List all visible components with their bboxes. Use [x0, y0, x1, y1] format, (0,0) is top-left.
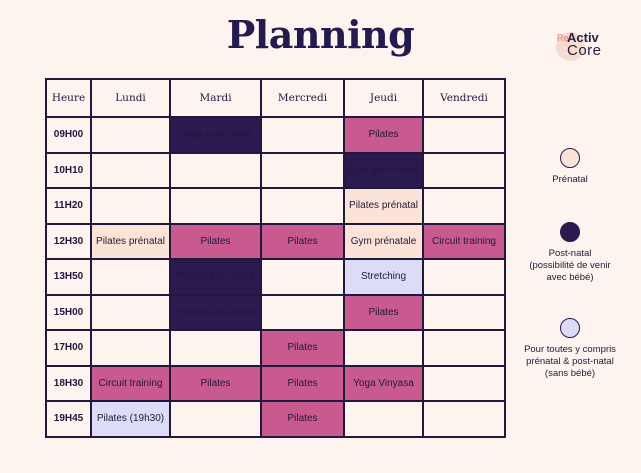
class-cell-friday: Circuit training [423, 224, 505, 260]
class-cell-thursday: Gym prénatale [344, 224, 423, 260]
logo-line2: Core [567, 42, 602, 59]
class-cell-friday [423, 259, 505, 295]
class-cell-thursday: Pilates prénatal [344, 188, 423, 224]
class-cell-friday [423, 295, 505, 331]
table-row [46, 330, 505, 366]
page-title: Planning [226, 12, 415, 57]
table-row [46, 188, 505, 224]
class-cell-tuesday [170, 188, 261, 224]
class-cell-tuesday [170, 330, 261, 366]
legend-label-all-3: (sans bébé) [544, 368, 596, 379]
class-cell-thursday [344, 330, 423, 366]
legend-label-postnatal-3: avec bébé) [546, 272, 594, 283]
class-cell-monday [91, 259, 170, 295]
class-cell-friday [423, 330, 505, 366]
column-header-friday: Vendredi [423, 79, 505, 117]
legend-label-all-2: prénatal & post-natal [526, 356, 614, 367]
hour-cell: 18H30 [46, 366, 91, 402]
table-row [46, 295, 505, 331]
hour-cell: 13H50 [46, 259, 91, 295]
class-cell-friday [423, 117, 505, 153]
class-cell-wednesday: Pilates [261, 330, 344, 366]
class-cell-thursday: Gym post-natale [344, 153, 423, 189]
class-cell-wednesday: Pilates [261, 366, 344, 402]
class-cell-wednesday [261, 295, 344, 331]
legend-postnatal [514, 222, 626, 284]
logo-line1: Activ [567, 30, 599, 45]
brand-logo [556, 30, 626, 64]
class-cell-friday [423, 366, 505, 402]
table-row [46, 259, 505, 295]
column-header-monday: Lundi [91, 79, 170, 117]
class-cell-wednesday [261, 117, 344, 153]
table-row [46, 117, 505, 153]
legend-prenatal [524, 148, 616, 186]
logo-prefix: Re [557, 33, 569, 43]
class-cell-monday [91, 117, 170, 153]
class-cell-tuesday: Yoga post-natal [170, 117, 261, 153]
legend-label-postnatal-2: (possibilité de venir [529, 260, 611, 271]
class-cell-tuesday: Pilates post-natal [170, 259, 261, 295]
class-cell-monday [91, 188, 170, 224]
table-row [46, 366, 505, 402]
class-cell-thursday: Pilates [344, 117, 423, 153]
hour-cell: 10H10 [46, 153, 91, 189]
class-cell-friday [423, 188, 505, 224]
hour-cell: 15H00 [46, 295, 91, 331]
legend-all [514, 318, 626, 380]
class-cell-tuesday: Pilates [170, 366, 261, 402]
class-cell-wednesday [261, 259, 344, 295]
legend-swatch-prenatal [560, 148, 580, 168]
table-row [46, 153, 505, 189]
column-header-wednesday: Mercredi [261, 79, 344, 117]
class-cell-thursday: Stretching [344, 259, 423, 295]
hour-cell: 11H20 [46, 188, 91, 224]
legend-label-prenatal: Prénatal [552, 174, 588, 185]
legend-label-all-1: Pour toutes y compris [524, 344, 616, 355]
class-cell-friday [423, 401, 505, 437]
class-cell-monday: Pilates (19h30) [91, 401, 170, 437]
class-cell-monday [91, 153, 170, 189]
hour-cell: 17H00 [46, 330, 91, 366]
class-cell-monday [91, 330, 170, 366]
class-cell-thursday [344, 401, 423, 437]
class-cell-thursday: Pilates [344, 295, 423, 331]
class-cell-monday: Pilates prénatal [91, 224, 170, 260]
table-row [46, 401, 505, 437]
legend-swatch-all [560, 318, 580, 338]
hour-cell: 12H30 [46, 224, 91, 260]
column-header-thursday: Jeudi [344, 79, 423, 117]
header-row [46, 79, 505, 117]
class-cell-wednesday: Pilates [261, 224, 344, 260]
class-cell-monday: Circuit training [91, 366, 170, 402]
legend-label-postnatal-1: Post-natal [548, 248, 592, 259]
class-cell-tuesday: Pilates [170, 224, 261, 260]
column-header-hour: Heure [46, 79, 91, 117]
class-cell-monday [91, 295, 170, 331]
table-row [46, 224, 505, 260]
legend-swatch-postnatal [560, 222, 580, 242]
schedule-table [45, 78, 506, 438]
class-cell-tuesday: Pilates post-natal [170, 295, 261, 331]
class-cell-wednesday [261, 188, 344, 224]
class-cell-wednesday [261, 153, 344, 189]
hour-cell: 09H00 [46, 117, 91, 153]
class-cell-thursday: Yoga Vinyasa [344, 366, 423, 402]
class-cell-friday [423, 153, 505, 189]
column-header-tuesday: Mardi [170, 79, 261, 117]
hour-cell: 19H45 [46, 401, 91, 437]
class-cell-tuesday [170, 401, 261, 437]
class-cell-tuesday [170, 153, 261, 189]
class-cell-wednesday: Pilates [261, 401, 344, 437]
